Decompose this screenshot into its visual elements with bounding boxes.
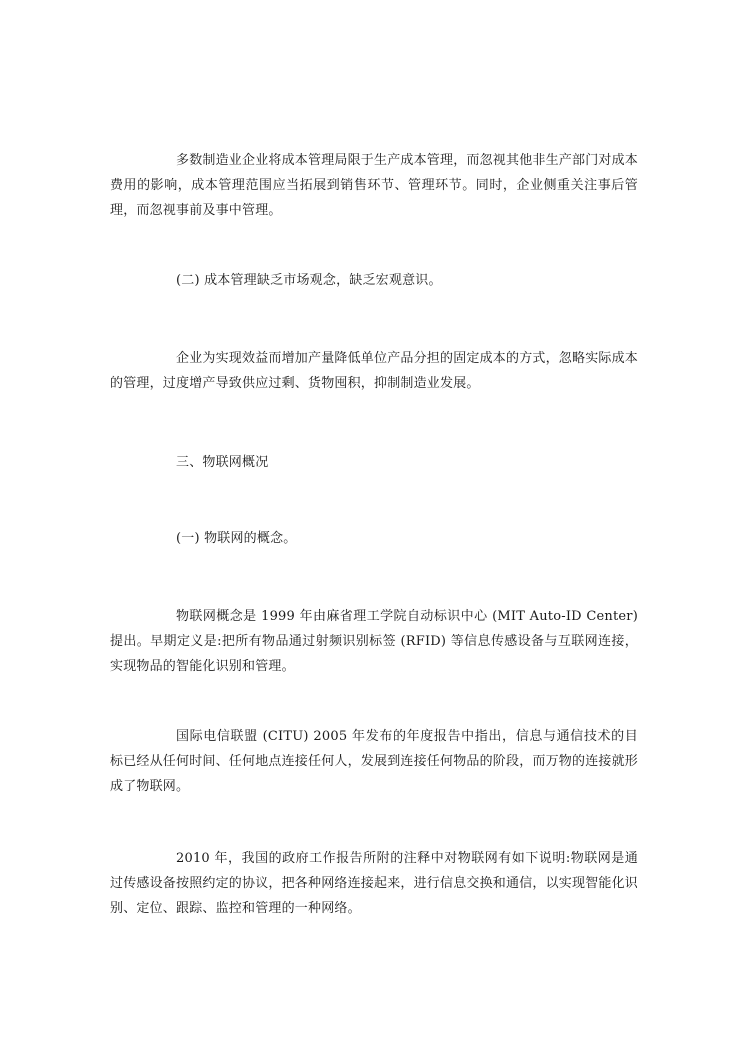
heading-market-concept: (二) 成本管理缺乏市场观念，缺乏宏观意识。 [176, 273, 442, 288]
paragraph-iot-origin: 物联网概念是 1999 年由麻省理工学院自动标识中心 (MIT Auto-ID Center) 提出。早期定义是:把所有物品通过射频识别标签 (RFID) 等信息传感设备与互联网连接，实现物品的智能化识别和管理。 [110, 609, 638, 674]
heading-iot-concept: (一) 物联网的概念。 [176, 531, 297, 546]
paragraph-government-report: 2010 年，我国的政府工作报告所附的注释中对物联网有如下说明:物联网是通过传感设备按照约定的协议，把各种网络连接起来，进行信息交换和通信，以实现智能化识别、定位、跟踪、监控和管理的一种网络。 [110, 851, 639, 916]
heading-iot-overview: 三、物联网概况 [176, 455, 269, 470]
paragraph-itu-report: 国际电信联盟 (CITU) 2005 年发布的年度报告中指出，信息与通信技术的目标已经从任何时间、任何地点连接任何人，发展到连接任何物品的阶段，而万物的连接就形成了物联网。 [110, 729, 639, 794]
paragraph-cost-scope: 多数制造业企业将成本管理局限于生产成本管理，而忽视其他非生产部门对成本费用的影响，成本管理范围应当拓展到销售环节、管理环节。同时，企业侧重关注事后管理，而忽视事前及事中管理。 [110, 153, 639, 218]
paragraph-overproduction: 企业为实现效益而增加产量降低单位产品分担的固定成本的方式，忽略实际成本的管理，过度增产导致供应过剩、货物囤积，抑制制造业发展。 [110, 351, 639, 391]
